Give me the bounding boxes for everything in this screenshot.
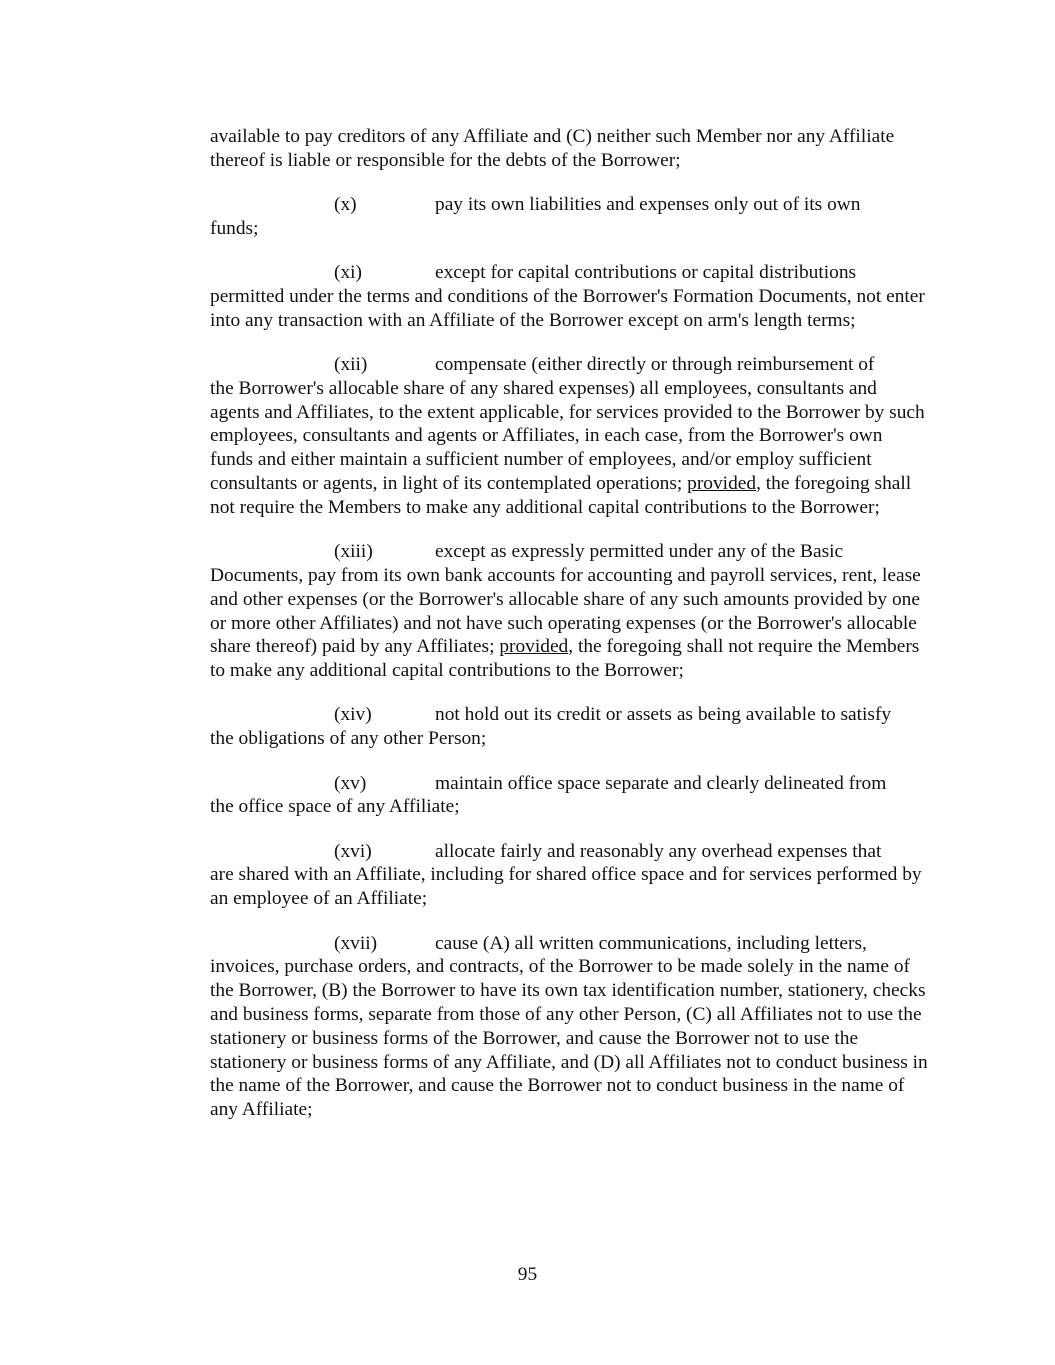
clause-number: (xii) <box>334 354 368 376</box>
clause-lead-text: except for capital contributions or capital distributions <box>435 262 857 284</box>
clause-number: (xiv) <box>334 704 372 726</box>
clause-xi <box>210 261 930 332</box>
clause-first-line <box>210 772 930 796</box>
clause-first-line <box>210 540 930 564</box>
clause-number: (xi) <box>334 262 362 284</box>
clause-lead-text: pay its own liabilities and expenses only out of its own <box>435 194 861 216</box>
intro-paragraph <box>210 125 930 173</box>
clause-number: (xvi) <box>334 840 372 862</box>
clause-first-line <box>210 353 930 377</box>
clause-lead-text: cause (A) all written communications, including letters, <box>435 932 867 954</box>
clause-first-line <box>210 703 930 727</box>
clause-xiv <box>210 703 930 751</box>
clause-body-text-continued: , the foregoing shall not require the Members to make any additional capital contributions to the Borrower; <box>210 636 920 682</box>
clause-lead-text: allocate fairly and reasonably any overhead expenses that <box>435 840 882 862</box>
clause-lead-text: except as expressly permitted under any of the Basic <box>435 541 844 563</box>
clause-body-text: the obligations of any other Person; <box>210 728 487 750</box>
clause-lead-text: not hold out its credit or assets as being available to satisfy <box>435 704 892 726</box>
provided-underlined-term: provided <box>499 636 569 658</box>
clause-body-text-continued: , the foregoing shall not require the Members to make any additional capital contributions to the Borrower; <box>210 473 912 518</box>
intro-text: available to pay creditors of any Affiliate and (C) neither such Member nor any Affiliate thereof is liable or responsible for the debts of the Borrower; <box>210 126 895 171</box>
clause-first-line <box>210 261 930 285</box>
provided-underlined-term: provided <box>687 473 757 495</box>
clause-xv <box>210 772 930 820</box>
clause-xiii <box>210 540 930 683</box>
clause-body-text: invoices, purchase orders, and contracts, of the Borrower to be made solely in the name of the Borrower, (B) the Borrower to have its own tax identification number, stationery, checks and business forms, separate from those of any other Person, (C) all Affiliates not to use the stationery or business forms of the Borrower, and cause the Borrower not to use the stationery or business forms of any Affiliate, and (D) all Affiliates not to conduct business in the name of the Borrower, and cause the Borrower not to conduct business in the name of any Affiliate; <box>210 956 928 1121</box>
page-number: 95 <box>517 1264 538 1285</box>
clause-x <box>210 193 930 241</box>
clause-body-text: the office space of any Affiliate; <box>210 796 460 818</box>
clause-lead-text: compensate (either directly or through reimbursement of <box>435 354 875 376</box>
clause-number: (xiii) <box>334 541 373 563</box>
clause-first-line <box>210 840 930 864</box>
clause-xii <box>210 353 930 520</box>
clause-number: (xvii) <box>334 932 378 954</box>
clause-lead-text: maintain office space separate and clearly delineated from <box>435 772 887 794</box>
clause-body-text: are shared with an Affiliate, including for shared office space and for services performed by an employee of an Affiliate; <box>210 864 922 910</box>
clause-first-line <box>210 193 930 217</box>
clause-body-text: permitted under the terms and conditions of the Borrower's Formation Documents, not enter into any transaction with an Affiliate of the Borrower except on arm's length terms; <box>210 285 925 331</box>
clause-number: (x) <box>334 194 357 216</box>
clause-xvii <box>210 932 930 1122</box>
document-body <box>210 125 930 1122</box>
clause-body-text: Documents, pay from its own bank accounts for accounting and payroll services, rent, lease and other expenses (or the Borrower's allocable share of any such amounts provided by one or more other Affiliates) and not have such operating expenses (or the Borrower's allocable share thereof) paid by any Affiliates; <box>210 564 921 658</box>
clause-body-text: the Borrower's allocable share of any shared expenses) all employees, consultants and agents and Affiliates, to the extent applicable, for services provided to the Borrower by such employees, consultants and agents or Affiliates, in each case, from the Borrower's own funds and either maintain a sufficient number of employees, and/or employ sufficient consultants or agents, in light of its contemplated operations; <box>210 377 925 495</box>
clause-number: (xv) <box>334 772 367 794</box>
clause-first-line <box>210 932 930 956</box>
clause-body-text: funds; <box>210 217 259 239</box>
clause-xvi <box>210 840 930 911</box>
